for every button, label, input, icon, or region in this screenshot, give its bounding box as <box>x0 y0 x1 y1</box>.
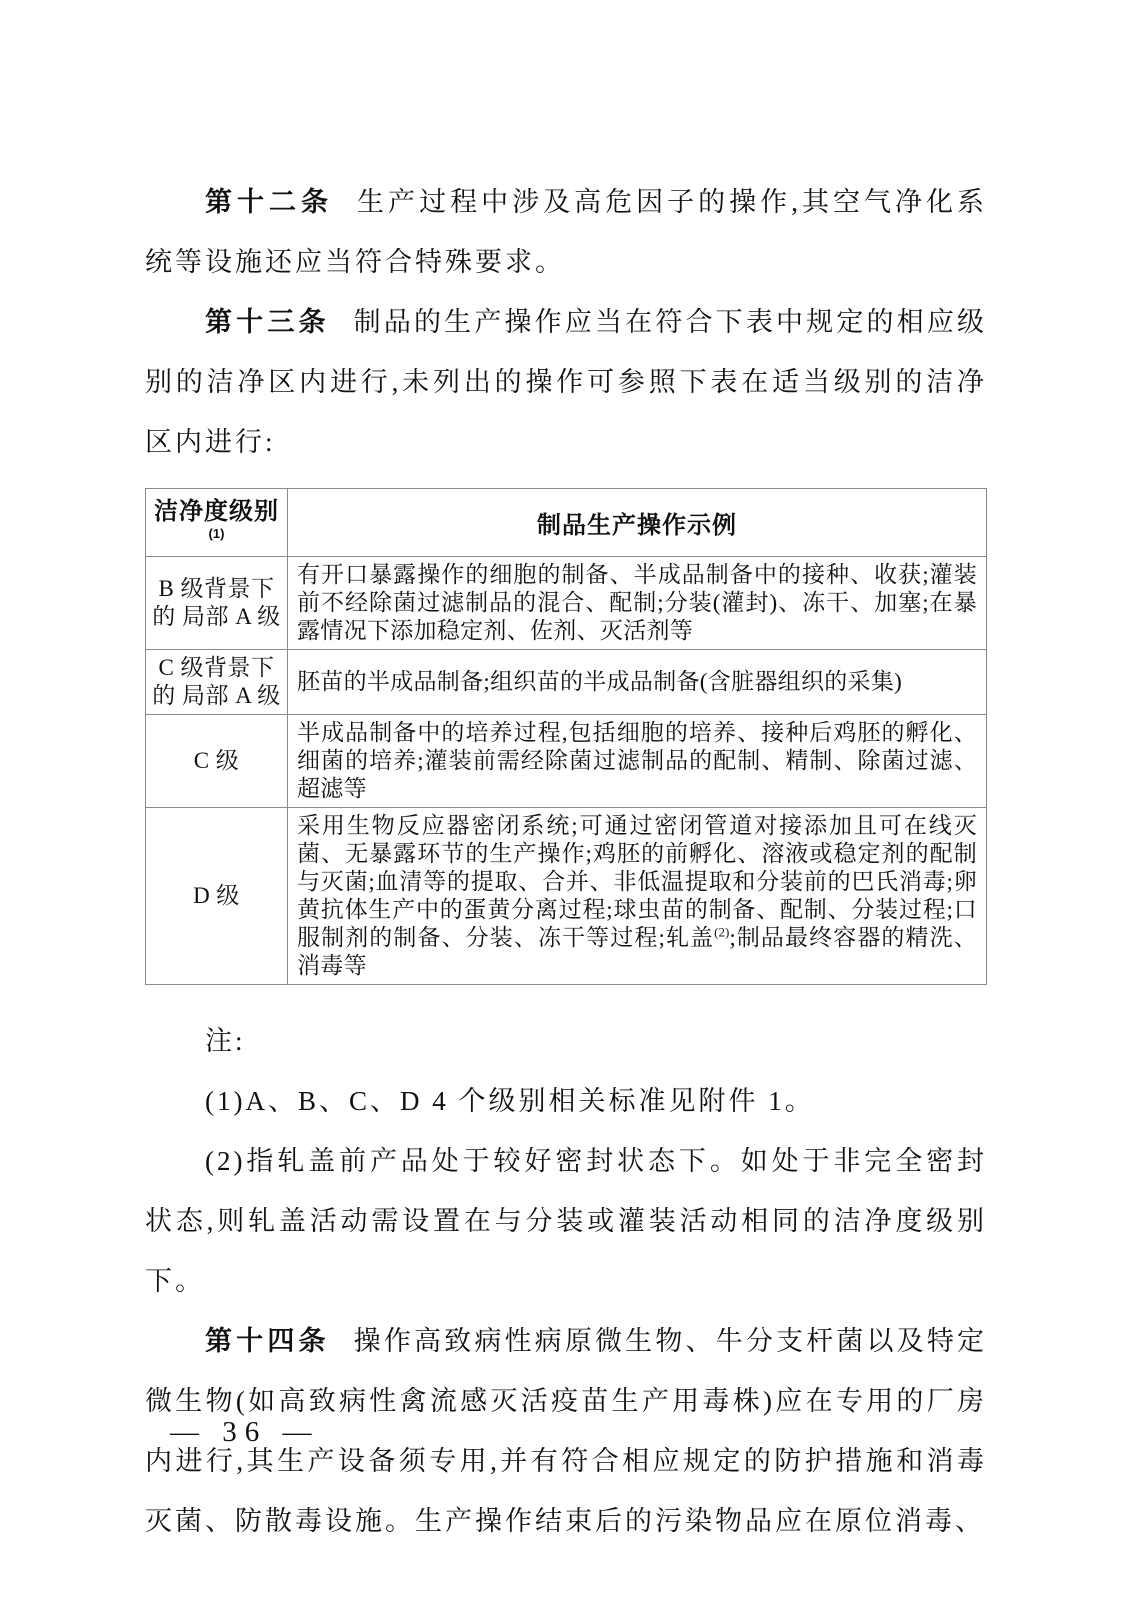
column-header-operation-examples: 制品生产操作示例 <box>288 489 987 557</box>
examples-cell-d <box>288 808 987 985</box>
article-14-label: 第十四条 <box>205 1326 330 1356</box>
paragraph-article-13 <box>145 292 987 472</box>
level-cell-d: D 级 <box>146 808 288 985</box>
paragraph-article-12 <box>145 172 987 292</box>
notes-section <box>145 1011 987 1311</box>
column-header-cleanliness-level <box>146 489 288 557</box>
table-row <box>146 715 987 808</box>
level-cell-b-background-a: B 级背景下的 局部 A 级 <box>146 557 288 650</box>
article-12-label: 第十二条 <box>205 187 334 217</box>
article-12-text: 生产过程中涉及高危因子的操作,其空气净化系统等设施还应当符合特殊要求。 <box>145 187 988 277</box>
cleanliness-level-header-text: 洁净度级别 <box>154 498 279 525</box>
note-2: (2)指轧盖前产品处于较好密封状态下。如处于非完全密封状态,则轧盖活动需设置在与分装或灌装活动相同的洁净度级别下。 <box>145 1146 987 1296</box>
examples-cell-b-background-a: 有开口暴露操作的细胞的制备、半成品制备中的接种、收获;灌装前不经除菌过滤制品的混合、配制;分装(灌封)、冻干、加塞;在暴露情况下添加稳定剂、佐剂、灭活剂等 <box>288 557 987 650</box>
notes-label: 注: <box>205 1026 246 1056</box>
examples-cell-c-background-a: 胚苗的半成品制备;组织苗的半成品制备(含脏器组织的采集) <box>288 650 987 715</box>
cleanliness-level-table <box>145 488 987 985</box>
examples-d-footnote-ref: (2) <box>714 924 730 940</box>
examples-cell-c: 半成品制备中的培养过程,包括细胞的培养、接种后鸡胚的孵化、细菌的培养;灌装前需经除菌过滤制品的配制、精制、除菌过滤、超滤等 <box>288 715 987 808</box>
note-1: (1)A、B、C、D 4 个级别相关标准见附件 1。 <box>205 1086 815 1116</box>
level-cell-c-background-a: C 级背景下的 局部 A 级 <box>146 650 288 715</box>
article-13-text: 制品的生产操作应当在符合下表中规定的相应级别的洁净区内进行,未列出的操作可参照下表在适当级别的洁净区内进行: <box>145 307 988 457</box>
table-row <box>146 650 987 715</box>
page-content <box>145 172 987 1551</box>
page-number: — 36 — <box>170 1416 320 1448</box>
table-header-row <box>146 489 987 557</box>
examples-d-text-before-footnote: 采用生物反应器密闭系统;可通过密闭管道对接添加且可在线灭菌、无暴露环节的生产操作;鸡胚的前孵化、溶液或稳定剂的配制与灭菌;血清等的提取、合并、非低温提取和分装前的巴氏消毒;卵黄抗体生产中的蛋黄分离过程;球虫苗的制备、配制、分装过程;口服制剂的制备、分装、冻干等过程;轧盖 <box>297 813 977 950</box>
cleanliness-level-header-footnote-ref: (1) <box>208 526 225 541</box>
level-cell-c: C 级 <box>146 715 288 808</box>
table-row <box>146 808 987 985</box>
examples-d-text-after-footnote: ;制品最终容器的精洗、消毒等 <box>297 925 977 978</box>
article-14-text: 操作高致病性病原微生物、牛分支杆菌以及特定微生物(如高致病性禽流感灭活疫苗生产用毒株)应在专用的厂房内进行,其生产设备须专用,并有符合相应规定的防护措施和消毒灭菌、防散毒设施。生产操作结束后的污染物品应在原位消毒、 <box>145 1326 988 1536</box>
article-13-label: 第十三条 <box>205 307 330 337</box>
table-row <box>146 557 987 650</box>
